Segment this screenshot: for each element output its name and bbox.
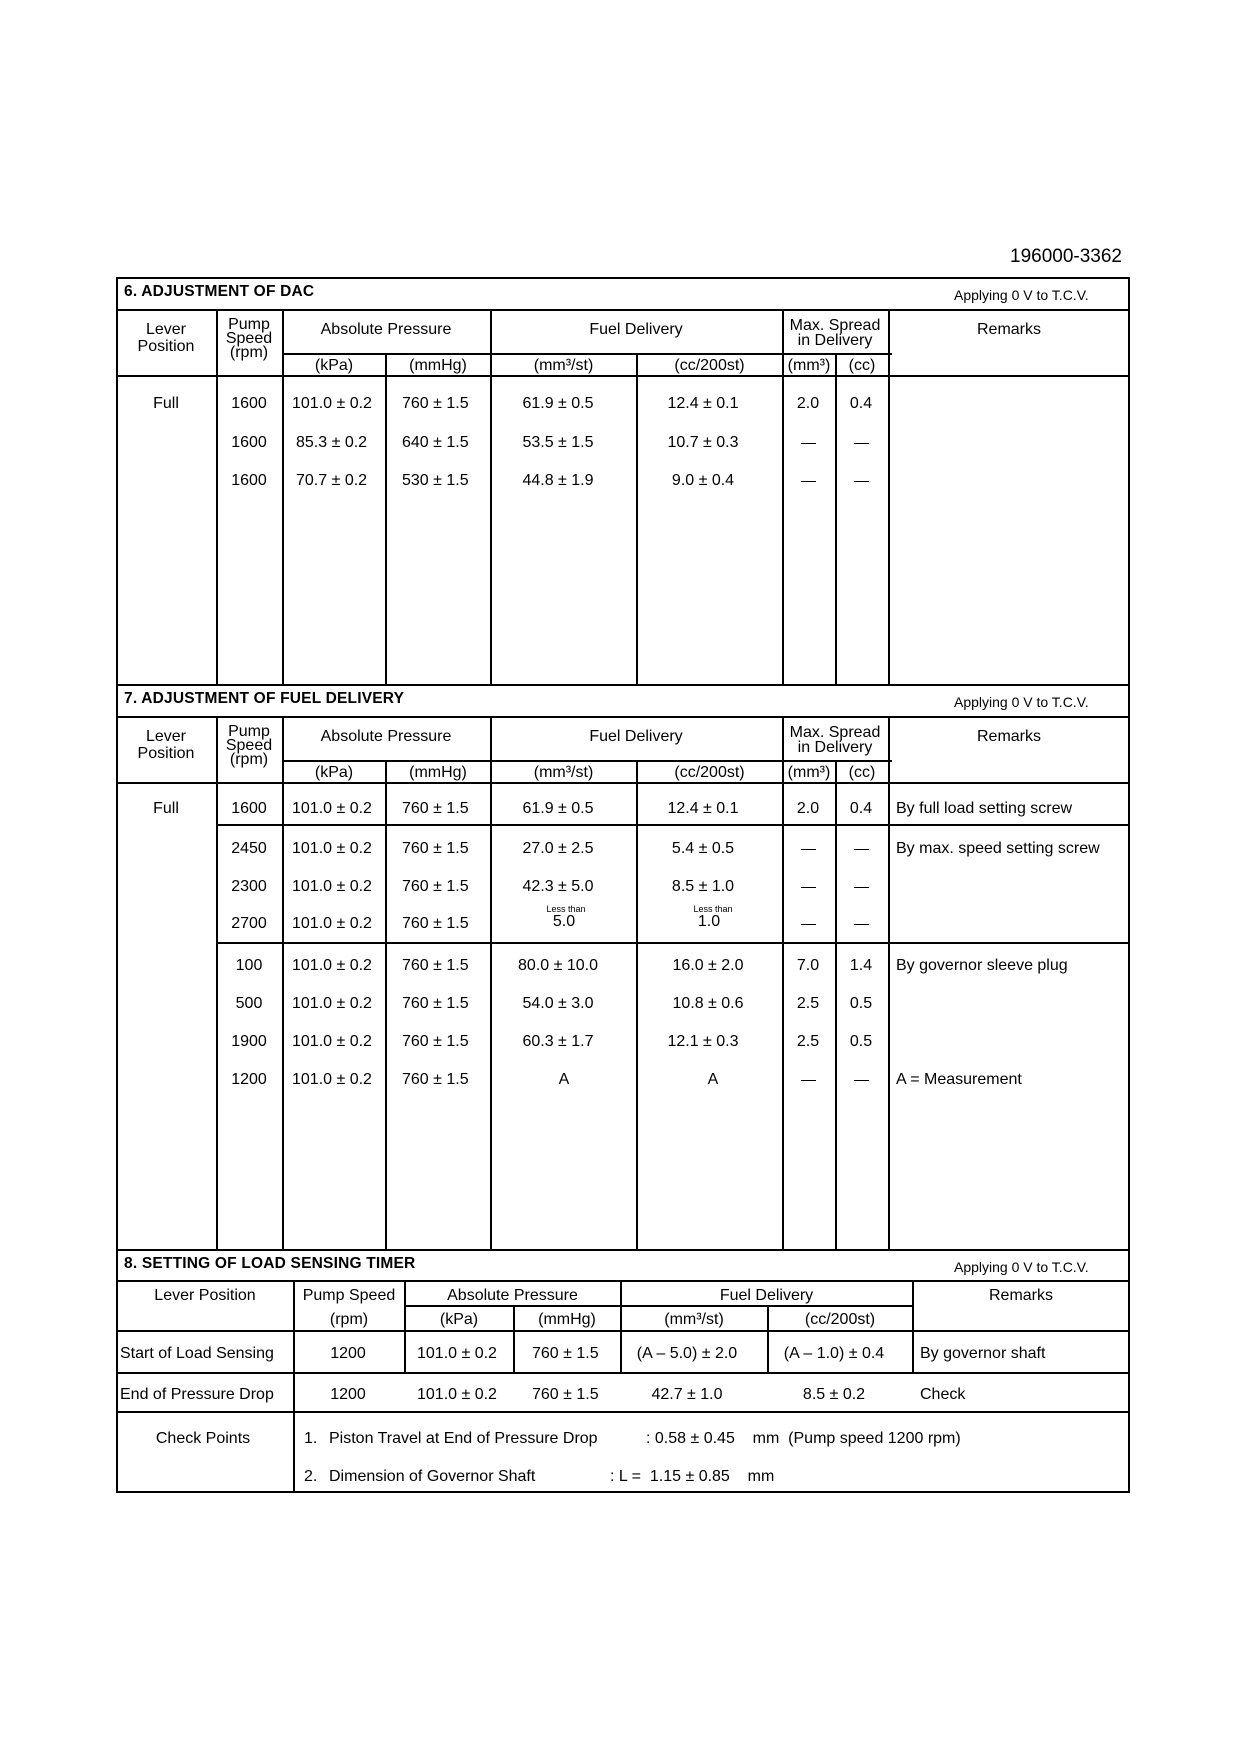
s7-row1-spread-cc: 0.4 [849, 800, 873, 817]
unit-cc: (cc) [848, 764, 876, 781]
s7-row5-mm3: 80.0 ± 10.0 [518, 957, 598, 974]
unit-kpa: (kPa) [439, 1311, 479, 1328]
s7-row2-mmhg: 760 ± 1.5 [402, 840, 469, 857]
s6-row1-kpa: 101.0 ± 0.2 [292, 395, 372, 412]
s7-row8-spread-mm3 [801, 1080, 816, 1081]
unit-mm3-st: (mm³/st) [533, 357, 594, 374]
rule [782, 716, 784, 1249]
header-fuel-delivery: Fuel Delivery [719, 1287, 814, 1304]
s7-row3-kpa: 101.0 ± 0.2 [292, 878, 372, 895]
check-point-1-value: : 0.58 ± 0.45 mm (Pump speed 1200 rpm) [646, 1430, 961, 1447]
check-points-label: Check Points [155, 1430, 251, 1447]
s8-row2-remarks: Check [920, 1386, 966, 1403]
unit-mmhg: (mmHg) [538, 1311, 596, 1328]
unit-mmhg: (mmHg) [409, 357, 467, 374]
unit-cc: (cc) [848, 357, 876, 374]
rule [888, 716, 890, 1249]
s7-row3-mmhg: 760 ± 1.5 [402, 878, 469, 895]
unit-kpa: (kPa) [314, 764, 354, 781]
s7-row4-mmhg: 760 ± 1.5 [402, 915, 469, 932]
header-pump-speed: Pump Speed [302, 1287, 396, 1304]
rule [116, 1330, 1130, 1332]
rule [216, 942, 1130, 944]
s7-row7-spread-cc: 0.5 [849, 1033, 873, 1050]
s6-row2-mm3: 53.5 ± 1.5 [522, 434, 594, 451]
s8-row2-cc: 8.5 ± 0.2 [802, 1386, 866, 1403]
s7-row7-cc: 12.1 ± 0.3 [667, 1033, 739, 1050]
s7-row2-spread-cc [854, 849, 869, 850]
s8-row1-kpa: 101.0 ± 0.2 [417, 1345, 497, 1362]
s7-row6-speed: 500 [235, 995, 263, 1012]
section8-title: 8. SETTING OF LOAD SENSING TIMER [124, 1255, 416, 1272]
s6-row3-cc: 9.0 ± 0.4 [671, 472, 735, 489]
s6-row3-kpa: 70.7 ± 0.2 [296, 472, 368, 489]
s7-row5-speed: 100 [235, 957, 263, 974]
s7-row1-mmhg: 760 ± 1.5 [402, 800, 469, 817]
rule [216, 824, 1130, 826]
s7-row4-speed: 2700 [231, 915, 267, 932]
rule [835, 353, 837, 684]
header-pump-speed: Pump Speed (rpm) [225, 316, 273, 361]
s7-row4-spread-cc [854, 924, 869, 925]
s7-row2-cc: 5.4 ± 0.5 [671, 840, 735, 857]
header-fuel-delivery: Fuel Delivery [589, 321, 683, 338]
s7-row7-speed: 1900 [231, 1033, 267, 1050]
s7-row5-spread-mm3: 7.0 [796, 957, 820, 974]
unit-mmhg: (mmHg) [409, 764, 467, 781]
header-max-spread: Max. Spread in Delivery [789, 317, 881, 349]
s7-row8-mmhg: 760 ± 1.5 [402, 1071, 469, 1088]
s6-row1-mm3: 61.9 ± 0.5 [522, 395, 594, 412]
s6-row3-mm3: 44.8 ± 1.9 [522, 472, 594, 489]
s6-row2-mmhg: 640 ± 1.5 [402, 434, 469, 451]
s7-row1-lever: Full [153, 800, 179, 817]
s7-row4-mm3-less-than: Less than [546, 904, 586, 914]
section7-title: 7. ADJUSTMENT OF FUEL DELIVERY [124, 690, 405, 707]
s7-row3-speed: 2300 [231, 878, 267, 895]
s7-row6-spread-cc: 0.5 [849, 995, 873, 1012]
s8-row2-speed: 1200 [330, 1386, 366, 1403]
header-fuel-delivery: Fuel Delivery [589, 728, 683, 745]
rule [216, 716, 218, 1249]
s6-row3-spread-mm3 [801, 481, 816, 482]
s8-row1-speed: 1200 [330, 1345, 366, 1362]
s6-row3-spread-cc [854, 481, 869, 482]
check-point-1-number: 1. [304, 1430, 318, 1447]
rule [116, 1280, 1130, 1282]
s7-row5-remarks: By governor sleeve plug [896, 957, 1068, 974]
rule [116, 716, 1130, 718]
s7-row4-spread-mm3 [801, 924, 816, 925]
header-remarks: Remarks [976, 321, 1041, 338]
s8-row2-kpa: 101.0 ± 0.2 [417, 1386, 497, 1403]
s7-row8-remarks: A = Measurement [896, 1071, 1022, 1088]
s7-row1-mm3: 61.9 ± 0.5 [522, 800, 594, 817]
check-point-2-text: Dimension of Governor Shaft [329, 1468, 536, 1485]
s7-row2-mm3: 27.0 ± 2.5 [522, 840, 594, 857]
s7-row8-speed: 1200 [231, 1071, 267, 1088]
s6-row2-spread-mm3 [801, 443, 816, 444]
rule [116, 375, 1130, 377]
check-point-1-text: Piston Travel at End of Pressure Drop [329, 1430, 598, 1447]
rule [888, 309, 890, 684]
s7-row5-kpa: 101.0 ± 0.2 [292, 957, 372, 974]
s7-row2-speed: 2450 [231, 840, 267, 857]
check-point-2-value: : L = 1.15 ± 0.85 mm [610, 1468, 775, 1485]
s7-row7-kpa: 101.0 ± 0.2 [292, 1033, 372, 1050]
s7-row8-spread-cc [854, 1080, 869, 1081]
rule [490, 716, 492, 1249]
header-lever-position: Lever Position [154, 1287, 256, 1304]
s7-row6-kpa: 101.0 ± 0.2 [292, 995, 372, 1012]
s7-row3-mm3: 42.3 ± 5.0 [522, 878, 594, 895]
s8-row2-mm3: 42.7 ± 1.0 [651, 1386, 723, 1403]
rule [835, 760, 837, 1249]
s8-row1-mm3: (A – 5.0) ± 2.0 [636, 1345, 738, 1362]
rule [116, 1249, 1130, 1251]
section6-note: Applying 0 V to T.C.V. [954, 287, 1089, 303]
s6-row1-spread-cc: 0.4 [849, 395, 873, 412]
section8-note: Applying 0 V to T.C.V. [954, 1259, 1089, 1275]
rule [116, 782, 1130, 784]
adjustment-sheet [116, 277, 1130, 1493]
rule [404, 1305, 912, 1307]
s7-row7-mmhg: 760 ± 1.5 [402, 1033, 469, 1050]
header-remarks: Remarks [976, 728, 1041, 745]
s7-row7-spread-mm3: 2.5 [796, 1033, 820, 1050]
unit-mm3-st: (mm³/st) [664, 1311, 724, 1328]
rule [116, 1372, 1130, 1374]
s8-row2-mmhg: 760 ± 1.5 [532, 1386, 599, 1403]
section7-note: Applying 0 V to T.C.V. [954, 694, 1089, 710]
rule [116, 684, 1130, 686]
rule [282, 716, 284, 1249]
rule [385, 760, 387, 1249]
document-number: 196000-3362 [1010, 246, 1122, 267]
s7-row2-spread-mm3 [801, 849, 816, 850]
s6-row3-mmhg: 530 ± 1.5 [402, 472, 469, 489]
s7-row1-speed: 1600 [231, 800, 267, 817]
s8-row1-cc: (A – 1.0) ± 0.4 [783, 1345, 885, 1362]
unit-cc-200st: (cc/200st) [804, 1311, 876, 1328]
s7-row4-kpa: 101.0 ± 0.2 [292, 915, 372, 932]
s7-row8-kpa: 101.0 ± 0.2 [292, 1071, 372, 1088]
unit-cc-200st: (cc/200st) [674, 764, 745, 781]
s7-row5-cc: 16.0 ± 2.0 [672, 957, 744, 974]
s7-row3-spread-mm3 [801, 887, 816, 888]
s7-row1-cc: 12.4 ± 0.1 [667, 800, 739, 817]
s6-row2-speed: 1600 [231, 434, 267, 451]
s7-row5-mmhg: 760 ± 1.5 [402, 957, 469, 974]
s7-row2-remarks: By max. speed setting screw [896, 840, 1100, 857]
s7-row6-spread-mm3: 2.5 [796, 995, 820, 1012]
s8-row2-lever: End of Pressure Drop [120, 1386, 274, 1403]
s6-row2-kpa: 85.3 ± 0.2 [296, 434, 368, 451]
s7-row3-spread-cc [854, 887, 869, 888]
s7-row8-mm3: A [558, 1071, 570, 1088]
s7-row1-kpa: 101.0 ± 0.2 [292, 800, 372, 817]
header-absolute-pressure: Absolute Pressure [320, 728, 452, 745]
s7-row3-cc: 8.5 ± 1.0 [671, 878, 735, 895]
s7-row5-spread-cc: 1.4 [849, 957, 873, 974]
s7-row4-mm3: 5.0 [552, 913, 576, 930]
s7-row6-mmhg: 760 ± 1.5 [402, 995, 469, 1012]
s7-row4-cc: 1.0 [697, 913, 721, 930]
unit-mm3-st: (mm³/st) [533, 764, 594, 781]
rule [116, 1411, 1130, 1413]
s7-row4-cc-less-than: Less than [693, 904, 733, 914]
header-lever-position: Lever Position [137, 321, 195, 355]
s7-row7-mm3: 60.3 ± 1.7 [522, 1033, 594, 1050]
s6-row2-spread-cc [854, 443, 869, 444]
s8-row1-lever: Start of Load Sensing [120, 1345, 274, 1362]
s6-row1-mmhg: 760 ± 1.5 [402, 395, 469, 412]
rule [216, 309, 218, 684]
s8-row1-remarks: By governor shaft [920, 1345, 1046, 1362]
s7-row1-spread-mm3: 2.0 [796, 800, 820, 817]
rule [636, 353, 638, 684]
header-absolute-pressure: Absolute Pressure [320, 321, 452, 338]
unit-cc-200st: (cc/200st) [674, 357, 745, 374]
s6-row1-lever: Full [153, 395, 179, 412]
s6-row1-spread-mm3: 2.0 [796, 395, 820, 412]
s6-row1-speed: 1600 [231, 395, 267, 412]
header-remarks: Remarks [988, 1287, 1053, 1304]
s6-row3-speed: 1600 [231, 472, 267, 489]
header-lever-position: Lever Position [137, 728, 195, 762]
rule [282, 760, 892, 762]
s8-row1-mmhg: 760 ± 1.5 [532, 1345, 599, 1362]
s6-row1-cc: 12.4 ± 0.1 [667, 395, 739, 412]
rule [636, 760, 638, 1249]
s7-row6-mm3: 54.0 ± 3.0 [522, 995, 594, 1012]
rule [116, 309, 1130, 311]
section6-title: 6. ADJUSTMENT OF DAC [124, 283, 315, 300]
s7-row2-kpa: 101.0 ± 0.2 [292, 840, 372, 857]
unit-kpa: (kPa) [314, 357, 354, 374]
check-point-2-number: 2. [304, 1468, 318, 1485]
unit-mm3: (mm³) [787, 764, 831, 781]
header-pump-speed: Pump Speed (rpm) [225, 723, 273, 768]
s7-row8-cc: A [707, 1071, 719, 1088]
s7-row6-cc: 10.8 ± 0.6 [672, 995, 744, 1012]
s6-row2-cc: 10.7 ± 0.3 [667, 434, 739, 451]
s7-row1-remarks: By full load setting screw [896, 800, 1073, 817]
unit-rpm: (rpm) [329, 1311, 369, 1328]
header-max-spread: Max. Spread in Delivery [789, 724, 881, 756]
rule [385, 353, 387, 684]
unit-mm3: (mm³) [787, 357, 831, 374]
header-absolute-pressure: Absolute Pressure [447, 1287, 578, 1304]
rule [282, 353, 892, 355]
